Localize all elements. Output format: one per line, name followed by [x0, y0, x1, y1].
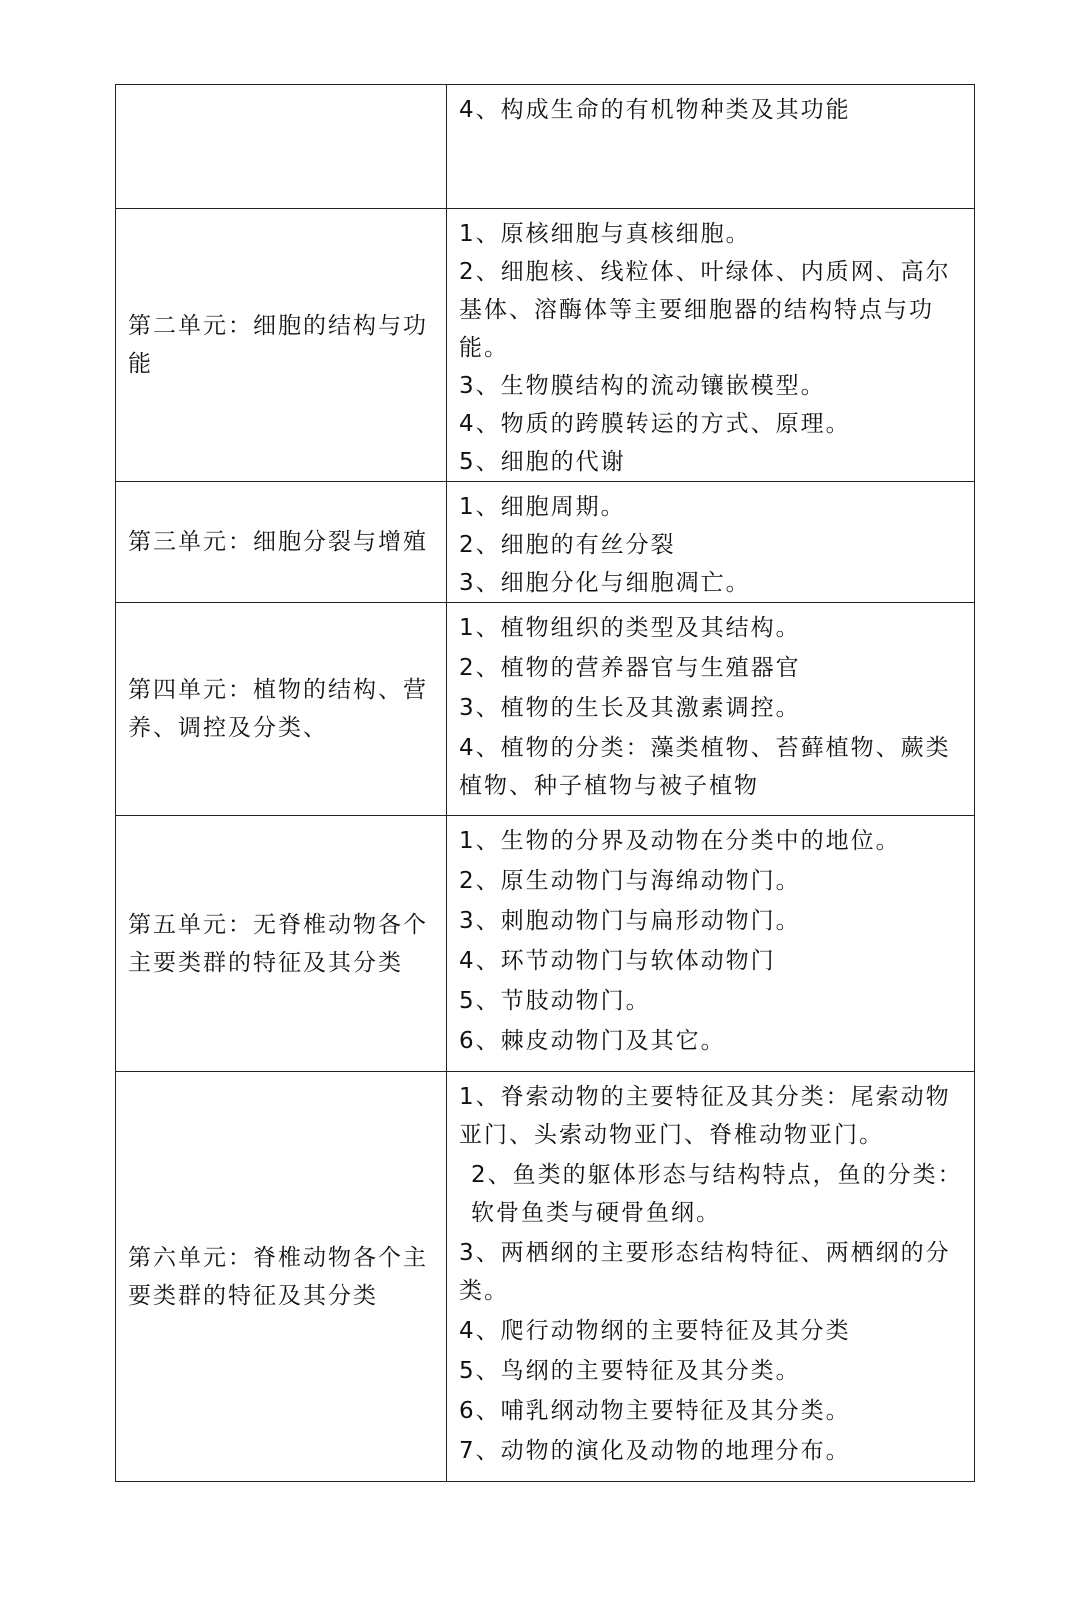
unit-cell: 第四单元：植物的结构、营养、调控及分类、	[116, 603, 447, 816]
topic-item: 5、鸟纲的主要特征及其分类。	[459, 1358, 801, 1384]
topics-cell	[447, 85, 975, 209]
unit-cell: 第二单元：细胞的结构与功能	[116, 209, 447, 482]
topic-item: 6、棘皮动物门及其它。	[459, 1028, 726, 1054]
topics-cell	[447, 209, 975, 482]
topic-item: 3、两栖纲的主要形态结构特征、两栖纲的分类。	[459, 1240, 951, 1304]
table-row	[116, 603, 975, 816]
topic-item: 4、环节动物门与软体动物门	[459, 948, 776, 974]
topic-item: 4、物质的跨膜转运的方式、原理。	[459, 411, 851, 437]
topic-item: 1、原核细胞与真核细胞。	[459, 221, 751, 247]
table-row	[116, 816, 975, 1072]
topics-cell	[447, 816, 975, 1072]
table-row	[116, 209, 975, 482]
topic-item: 3、刺胞动物门与扁形动物门。	[459, 908, 801, 934]
topics-cell	[447, 1072, 975, 1482]
unit-cell: 第三单元：细胞分裂与增殖	[116, 482, 447, 603]
topic-item: 3、植物的生长及其激素调控。	[459, 695, 801, 721]
topic-item: 4、植物的分类：藻类植物、苔藓植物、蕨类植物、种子植物与被子植物	[459, 735, 951, 799]
topic-item: 2、植物的营养器官与生殖器官	[459, 655, 801, 681]
topic-item: 2、细胞核、线粒体、叶绿体、内质网、高尔基体、溶酶体等主要细胞器的结构特点与功能。	[459, 259, 951, 361]
topic-item: 4、构成生命的有机物种类及其功能	[459, 97, 851, 123]
topic-item: 1、植物组织的类型及其结构。	[459, 615, 801, 641]
topics-cell	[447, 482, 975, 603]
unit-cell: 第六单元：脊椎动物各个主要类群的特征及其分类	[116, 1072, 447, 1482]
topic-item: 3、细胞分化与细胞凋亡。	[459, 570, 751, 596]
topic-item: 4、爬行动物纲的主要特征及其分类	[459, 1318, 851, 1344]
table-row	[116, 85, 975, 209]
topic-item: 5、细胞的代谢	[459, 449, 626, 475]
topics-cell	[447, 603, 975, 816]
unit-cell: 第五单元：无脊椎动物各个主要类群的特征及其分类	[116, 816, 447, 1072]
topic-item: 2、细胞的有丝分裂	[459, 532, 676, 558]
topic-item: 2、鱼类的躯体形态与结构特点，鱼的分类：软骨鱼类与硬骨鱼纲。	[471, 1162, 963, 1226]
topic-item: 5、节肢动物门。	[459, 988, 651, 1014]
topic-item: 3、生物膜结构的流动镶嵌模型。	[459, 373, 826, 399]
unit-cell	[116, 85, 447, 209]
topic-item: 2、原生动物门与海绵动物门。	[459, 868, 801, 894]
table-row	[116, 1072, 975, 1482]
topic-item: 1、生物的分界及动物在分类中的地位。	[459, 828, 901, 854]
table-row	[116, 482, 975, 603]
topic-item: 1、细胞周期。	[459, 494, 626, 520]
topic-item: 1、脊索动物的主要特征及其分类：尾索动物亚门、头索动物亚门、脊椎动物亚门。	[459, 1084, 951, 1148]
topic-item: 6、哺乳纲动物主要特征及其分类。	[459, 1398, 851, 1424]
syllabus-table	[115, 84, 975, 1482]
topic-item: 7、动物的演化及动物的地理分布。	[459, 1438, 851, 1464]
